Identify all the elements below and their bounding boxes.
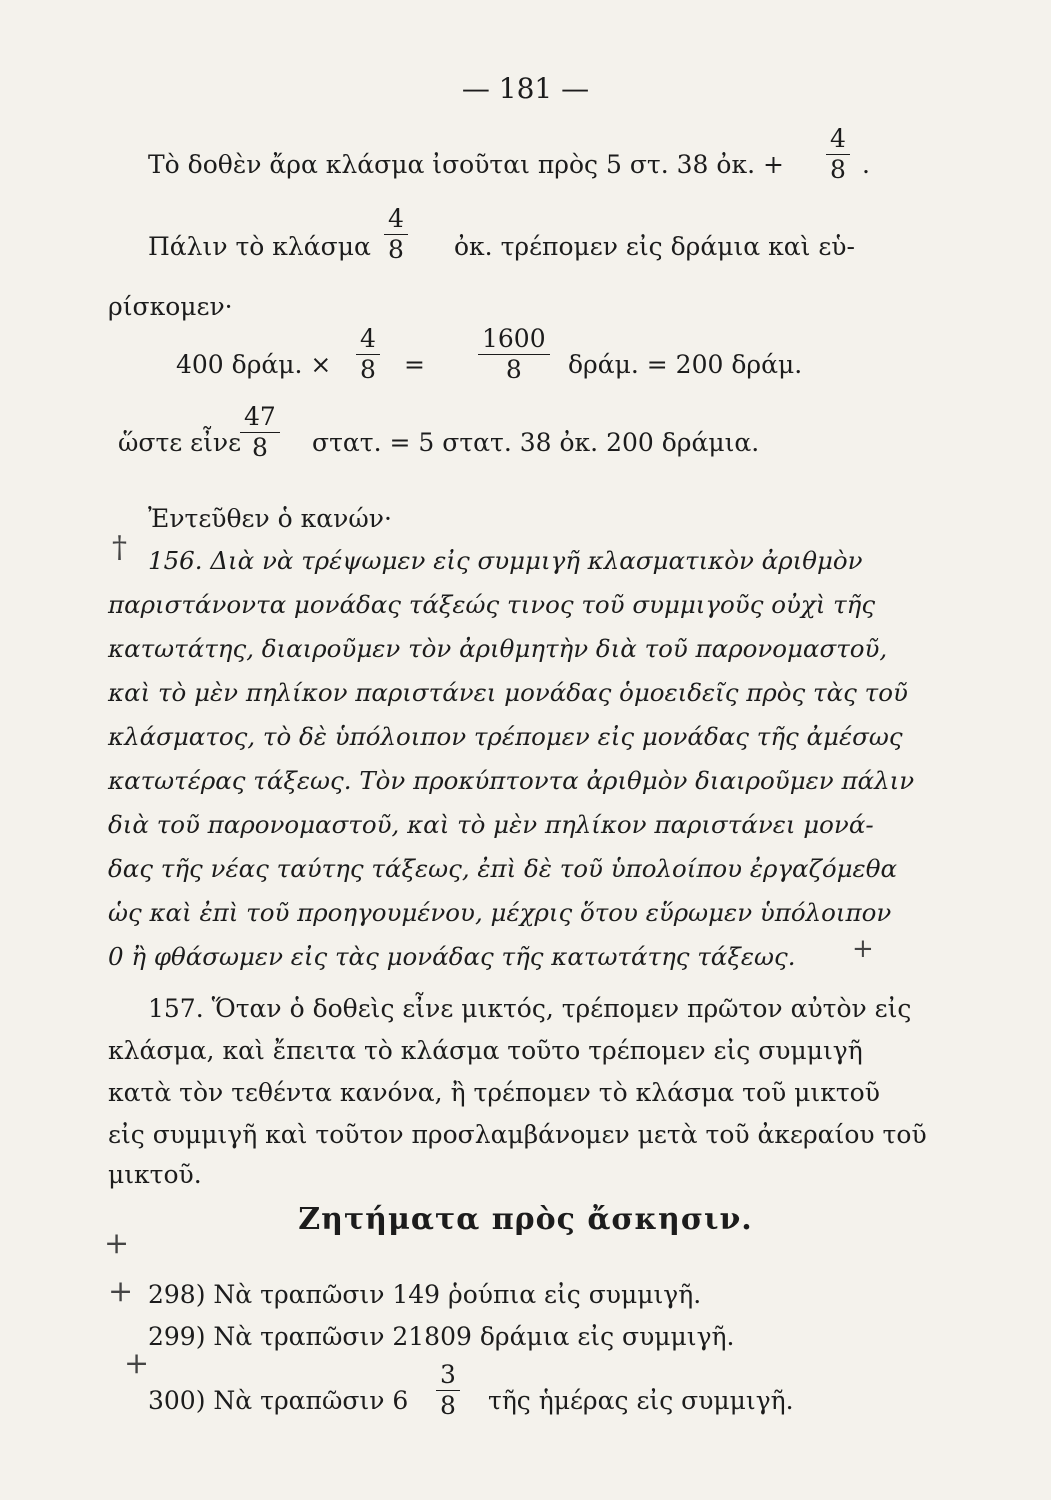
exercises-heading: Ζητήματα πρὸς ἄσκησιν.: [298, 1202, 753, 1237]
rule-157-line: μικτοῦ.: [108, 1160, 202, 1189]
again-line: Πάλιν τὸ κλάσμα: [148, 232, 371, 261]
margin-mark: +: [104, 1226, 130, 1261]
fraction-3-8: [436, 1362, 460, 1420]
page-number: — 181 —: [461, 72, 590, 105]
fraction-numerator: 47: [244, 402, 276, 431]
equals-sign: =: [404, 350, 425, 379]
exercise-298: 298) Νὰ τραπῶσιν 149 ῥούπια εἰς συμμιγῆ.: [148, 1280, 702, 1309]
fraction-numerator: 4: [830, 124, 846, 153]
rule-156-line: καὶ τὸ μὲν πηλίκον παριστάνει μονάδας ὁμοειδεῖς πρὸς τὰς τοῦ: [108, 678, 908, 707]
fraction-1600-8: [478, 326, 550, 384]
rule-157-line: κλάσμα, καὶ ἔπειτα τὸ κλάσμα τοῦτο τρέπομεν εἰς συμμιγῆ: [108, 1036, 863, 1065]
exercise-300-end: τῆς ἡμέρας εἰς συμμιγῆ.: [488, 1386, 794, 1415]
fraction-numerator: 4: [388, 204, 404, 233]
rule-156-line: κατωτάτης, διαιροῦμεν τὸν ἀριθμητὴν διὰ τοῦ παρονομαστοῦ,: [108, 634, 888, 663]
rule-156-line: δας τῆς νέας ταύτης τάξεως, ἐπὶ δὲ τοῦ ὑπολοίπου ἐργαζόμεθα: [108, 854, 898, 883]
rule-156-line: διὰ τοῦ παρονομαστοῦ, καὶ τὸ μὲν πηλίκον παριστάνει μονά-: [108, 810, 874, 839]
fraction-denominator: 8: [360, 355, 376, 385]
again-line-end: ὀκ. τρέπομεν εἰς δράμια καὶ εὑ-: [454, 232, 855, 261]
find-word: ρίσκομεν·: [108, 292, 233, 321]
fraction-numerator: 4: [360, 324, 376, 353]
fraction-4-8: [826, 126, 850, 184]
rule-157-line: κατὰ τὸν τεθέντα κανόνα, ἢ τρέπομεν τὸ κλάσμα τοῦ μικτοῦ: [108, 1078, 880, 1107]
fraction-4-8: [384, 206, 408, 264]
rule-156-line: κλάσματος, τὸ δὲ ὑπόλοιπον τρέπομεν εἰς μονάδας τῆς ἀμέσως: [108, 722, 903, 751]
rule-156-line: παριστάνοντα μονάδας τάξεώς τινος τοῦ συμμιγοῦς οὐχὶ τῆς: [108, 590, 876, 619]
margin-mark: +: [852, 934, 874, 964]
rule-156-line: 0 ἢ φθάσωμεν εἰς τὰς μονάδας τῆς κατωτάτης τάξεως.: [108, 942, 796, 971]
fraction-denominator: 8: [505, 355, 522, 385]
result-line-end: .: [862, 150, 870, 179]
rule-156-line: κατωτέρας τάξεως. Τὸν προκύπτοντα ἀριθμὸν διαιροῦμεν πάλιν: [108, 766, 915, 795]
exercise-299: 299) Νὰ τραπῶσιν 21809 δράμια εἰς συμμιγῆ.: [148, 1322, 735, 1351]
rule-157-line: εἰς συμμιγῆ καὶ τοῦτον προσλαμβάνομεν μετὰ τοῦ ἀκεραίου τοῦ: [108, 1120, 927, 1149]
fraction-denominator: 8: [251, 433, 268, 463]
fraction-numerator: 1600: [482, 324, 546, 353]
margin-mark: +: [124, 1346, 150, 1381]
margin-mark: †: [112, 530, 127, 565]
rule-156-line: 156. Διὰ νὰ τρέψωμεν εἰς συμμιγῆ κλασματικὸν ἀριθμὸν: [148, 546, 863, 575]
rule-157-line: 157. Ὅταν ὁ δοθεὶς εἶνε μικτός, τρέπομεν πρῶτον αὐτὸν εἰς: [148, 994, 912, 1023]
fraction-47-8: [240, 404, 280, 462]
so-line-end: στατ. = 5 στατ. 38 ὀκ. 200 δράμια.: [312, 428, 760, 457]
equation-right: δράμ. = 200 δράμ.: [568, 350, 803, 379]
equation-left: 400 δράμ. ×: [176, 350, 332, 379]
fraction-denominator: 8: [440, 1391, 456, 1421]
fraction-numerator: 3: [440, 1360, 456, 1389]
rule-156-line: ὡς καὶ ἐπὶ τοῦ προηγουμένου, μέχρις ὅτου εὕρωμεν ὑπόλοιπον: [108, 898, 892, 927]
so-line: ὥστε εἶνε: [118, 428, 242, 457]
fraction-denominator: 8: [830, 155, 846, 185]
result-line: Τὸ δοθὲν ἄρα κλάσμα ἰσοῦται πρὸς 5 στ. 38 ὀκ. +: [148, 150, 784, 179]
exercise-300: 300) Νὰ τραπῶσιν 6: [148, 1386, 409, 1415]
margin-mark: +: [108, 1274, 134, 1309]
fraction-denominator: 8: [388, 235, 404, 265]
fraction-4-8: [356, 326, 380, 384]
rule-intro: Ἐντεῦθεν ὁ κανών·: [148, 504, 392, 533]
